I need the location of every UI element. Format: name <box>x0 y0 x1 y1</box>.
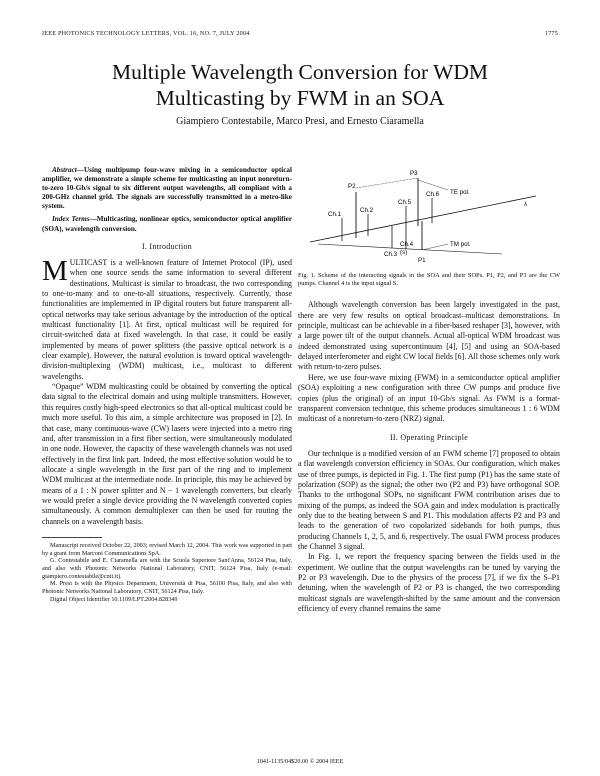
label-ch4: Ch.4 <box>400 241 414 248</box>
intro-paragraph-1-text: ULTICAST is a well-known feature of Internet Protocol (IP), used when one source sends the same information to several different destinations. Multicast is similar to broadcast, the two corresponding to one-to-many and to one-to-all situations, respectively. Currently, those functionalities are implemented in IP digital routers but future transparent all-optical networks may take serious advantage by the introduction of the optical multicast functionality [1]. At first, optical multicast will be required for circuit-switched data at fixed wavelength. In that case, it could be easily implemented by means of power splitters (the passive optical network is a clear example). However, the natural evolution is toward optical wavelength-division-multiplexing (WDM) multicast, i.e., multicast to different wavelengths. <box>42 258 292 381</box>
journal-name: IEEE PHOTONICS TECHNOLOGY LETTERS, VOL. 16, NO. 7, JULY 2004 <box>42 30 250 37</box>
footnote-manuscript: Manuscript received October 22, 2003; revised March 12, 2004. This work was supported in part by a grant from Marconi Communications SpA. <box>42 541 292 557</box>
title-line-2: Multicasting by FWM in an SOA <box>155 86 445 110</box>
label-ch3: Ch.3 <box>384 251 398 258</box>
figure-1-caption: Fig. 1. Scheme of the interacting signals in the SOA and their SOPs. P1, P2, and P3 are the CW pumps. Channel 4 is the input signal S. <box>298 272 560 288</box>
index-terms-label: Index Terms— <box>52 215 97 224</box>
section-2-title: II. Operating Principle <box>389 432 469 442</box>
footnote-doi: Digital Object Identifier 10.1109/LPT.2004.828349 <box>50 595 178 603</box>
right-paragraph-3: Our technique is a modified version of an FWM scheme [7] proposed to obtain a flat wavelength conversion efficiency in SOAs. Our configuration, which makes use of three pumps, is depicted in Fig. 1. The first pump (P1) has the same state of polarization (SOP) as the signal; the other two (P2 and P3) have orthogonal SOP. Thanks to the orthogonal SOPs, no significant FWM contribution arises due to mixing of the pumps, as indeed the SOA gain and index modulation is practically only due to the beating between S and P1. This modulation affects P2 and P3 and leads to the generation of two copolarized sidebands for both pumps, thus producing Channels 1, 2, 5, and 6, respectively. The usual FWM process produces the Channel 3 signal. <box>298 448 560 551</box>
running-header <box>42 30 558 37</box>
spacing-arrow-p2-p3 <box>356 178 418 188</box>
abstract-label: Abstract— <box>52 166 84 174</box>
index-terms-text: Multicasting, nonlinear optics, semiconductor optical amplifier (SOA), wavelength conversion. <box>42 215 293 233</box>
drop-cap: M <box>42 255 68 287</box>
intro-paragraph-1 <box>42 255 292 382</box>
label-p2: P2 <box>348 183 356 190</box>
label-signal: (s) <box>400 249 408 256</box>
footnotes <box>42 542 292 604</box>
section-1-title: I. Introduction <box>141 241 193 251</box>
label-te-pol: TE pol. <box>450 189 470 196</box>
footnote-rule <box>42 537 102 538</box>
right-paragraph-2: Here, we use four-wave mixing (FWM) in a semiconductor optical amplifier (SOA) exploiting a new configuration with three CW pumps and produce five copies (plus the original) of an input 10-Gb/s signal. As FWM is a format-transparent conversion technique, this scheme produces simultaneous 1 : 6 WDM multicast of a nonreturn-to-zero (NRZ) signal. <box>298 372 560 424</box>
left-column <box>42 166 292 604</box>
intro-paragraph-2: “Opaque” WDM multicasting could be obtained by converting the optical data signal to the electrical domain and using multiple transmitters. However, this requires costly high-speed electronics so that all-optical multicast could be much more useful. To this aim, a simple architecture was proposed in [2]. In that case, many continuous-wave (CW) lasers were injected into a metro ring and, after transmission in a first fiber section, were simultaneously modulated in one node. However, the capacity of these wavelength channels was not used effectively in the first link part. Indeed, the most effective solution would be to allocate a single wavelength in the first part of the ring and to implement WDM multicast at the intermediate node. In principle, this may be achieved by means of a 1 : N power splitter and N − 1 wavelength converters, but clearly we would prefer a single device providing the N wavelength converted copies simultaneously. A common demultiplexer can then be used for routing the channels on a wavelength basis. <box>42 382 292 526</box>
figure-1-diagram <box>298 166 560 270</box>
title-line-1: Multiple Wavelength Conversion for WDM <box>111 60 489 84</box>
wavelength-axis <box>310 196 536 242</box>
label-ch1: Ch.1 <box>328 211 342 218</box>
abstract-text: Using multipump four-wave mixing in a semiconductor optical amplifier, we demonstrate a simple scheme for multicasting an input nonreturn-to-zero 10-Gb/s signal to six different output wavelengths, all compliant with a 200-GHz channel grid. The signals are successfully transmitted in a metro-like system. <box>42 166 292 211</box>
abstract <box>42 166 292 211</box>
index-terms <box>42 215 292 233</box>
paper-title <box>40 59 560 111</box>
right-column <box>298 166 560 614</box>
authors: Giampiero Contestabile, Marco Presi, and Ernesto Ciaramella <box>176 116 424 127</box>
label-ch6: Ch.6 <box>426 191 440 198</box>
te-pointer <box>418 180 448 190</box>
label-lambda: λ <box>524 201 528 208</box>
tm-pointer <box>422 244 448 250</box>
right-paragraph-4: In Fig. 1, we report the frequency spacing between the fields used in the experiment. We outline that the output wavelengths can be tuned by varying the P2 or P3 wavelength. Due to the physics of the process [7], if we fix the S–P1 detuning, when the wavelength of P2 or P3 is changed, the two corresponding multicast signals are wavelength-shifted by the same amount and the conversion efficiency of every channel remains the same <box>298 552 560 614</box>
figure-1 <box>298 166 560 270</box>
footnote-affiliation-2: M. Presi is with the Physics Department, Università di Pisa, 56100 Pisa, Italy, and also with Photonic Networks National Laboratory, CNIT, 56124 Pisa, Italy. <box>42 580 292 596</box>
label-p3: P3 <box>410 170 418 177</box>
footnote-affiliation-1: G. Contestabile and E. Ciaramella are with the Scuola Superiore Sant'Anna, 56124 Pisa, Italy, and also with Photonic Networks National Laboratory, CNIT, 56124 Pisa, Italy (e-mail: giampiero.contestabile@cnit.it). <box>42 557 292 580</box>
label-tm-pol: TM pol. <box>450 241 471 248</box>
label-p1: P1 <box>418 257 426 264</box>
label-ch5: Ch.5 <box>398 199 412 206</box>
copyright-footer: 1041-1135/04$20.00 © 2004 IEEE <box>256 758 344 765</box>
page-number: 1775 <box>544 30 558 37</box>
right-paragraph-1: Although wavelength conversion has been largely investigated in the past, there are very few results on optical broadcast–multicast demonstrations. In principle, multicast can be achievable in a fiber-based reshaper [3], however, with a large power tilt of the output channels. Actual all-optical WDM broadcast was indeed demonstrated using supercontinuum [4], [5] and using an SOA-based delayed interferometer and eight CW local fields [6]. All those schemes only work with return-to-zero pulses. <box>298 300 560 372</box>
label-ch2: Ch.2 <box>360 207 374 214</box>
